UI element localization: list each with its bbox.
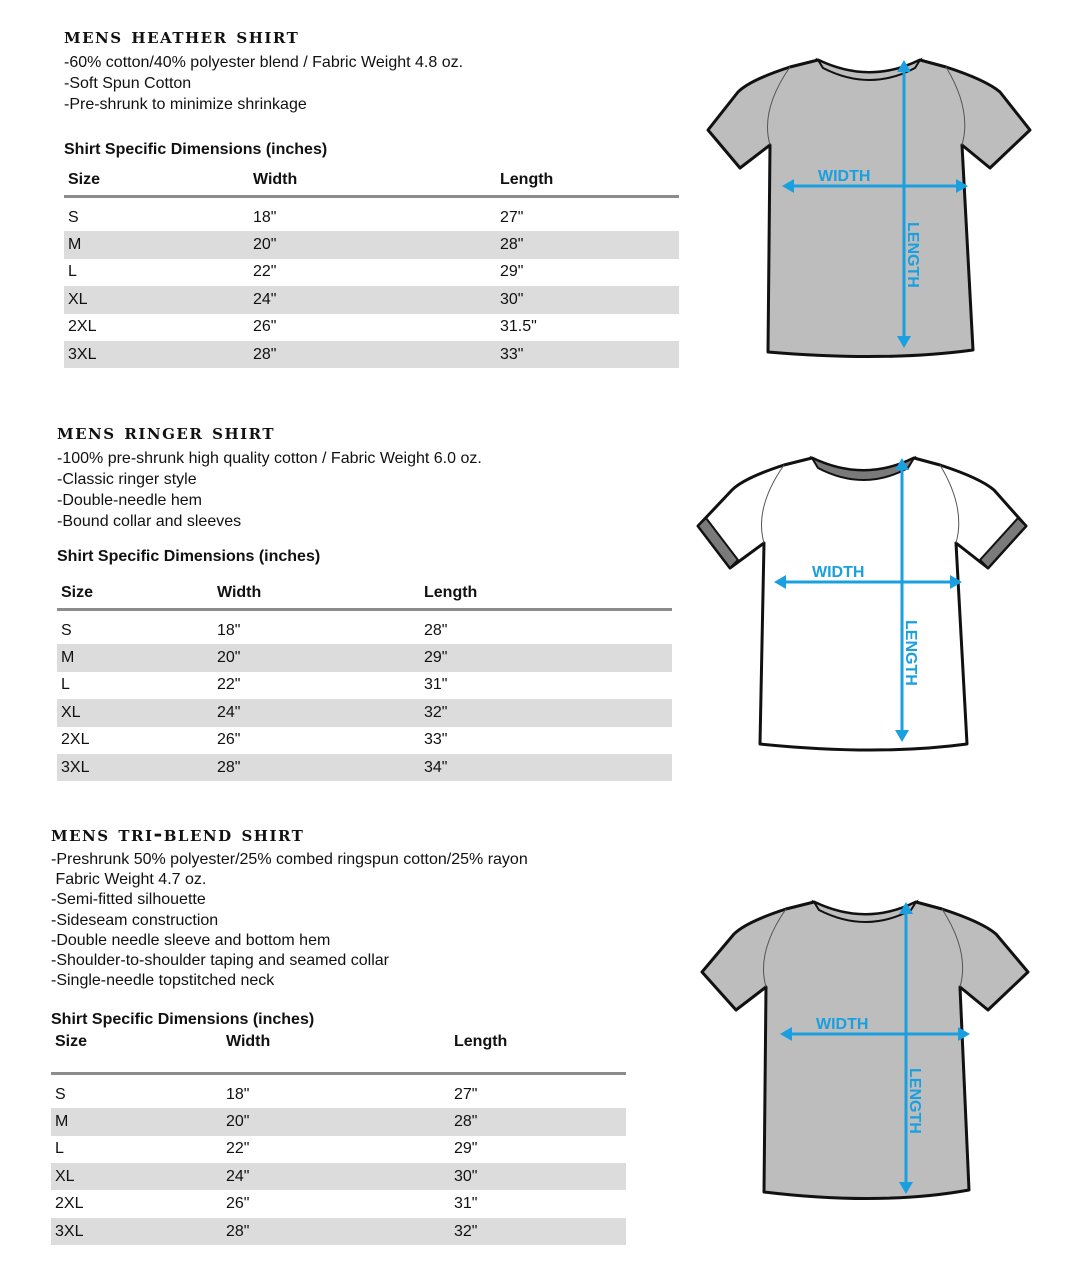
dimensions-title: Shirt Specific Dimensions (inches) [64, 141, 328, 158]
dimensions-title: Shirt Specific Dimensions (inches) [57, 548, 321, 565]
feature-list [64, 52, 684, 115]
length-label: LENGTH [902, 620, 919, 686]
section-triblend [51, 822, 671, 1245]
section-title: mens ringer shirt [57, 419, 275, 444]
table-row: XL 24" 32" [57, 699, 672, 726]
column-header-size: Size [61, 584, 94, 601]
size-table [51, 1031, 626, 1245]
table-row: S 18" 27" [68, 208, 524, 226]
feature-item: -Preshrunk 50% polyester/25% combed ringspun cotton/25% rayon [51, 851, 528, 868]
width-label: WIDTH [818, 168, 871, 185]
column-header-width: Width [226, 1033, 271, 1051]
feature-item: -Semi-fitted silhouette [51, 891, 206, 909]
feature-item: -Sideseam construction [51, 911, 219, 929]
table-row: 2XL 26" 31" [55, 1195, 478, 1213]
feature-item: -Pre-shrunk to minimize shrinkage [64, 96, 307, 113]
table-row: 3XL 28" 33" [64, 341, 679, 368]
table-header-row [64, 165, 679, 197]
column-header-length: Length [454, 1033, 508, 1051]
table-row: 3XL 28" 32" [51, 1218, 626, 1245]
ringer-shirt-diagram [694, 448, 1034, 758]
column-header-length: Length [500, 171, 554, 188]
feature-item: -100% pre-shrunk high quality cotton / Fabric Weight 6.0 oz. [57, 450, 482, 467]
table-row: XL 24" 30" [64, 286, 679, 313]
table-row: M 20" 28" [51, 1108, 626, 1135]
table-header-row [51, 1031, 626, 1073]
column-header-length: Length [424, 584, 478, 601]
size-table [57, 578, 672, 781]
feature-item: -Single-needle topstitched neck [51, 972, 275, 990]
table-row: S 18" 28" [61, 621, 448, 639]
dimensions-title: Shirt Specific Dimensions (inches) [51, 1011, 315, 1029]
feature-item: -Double-needle hem [57, 492, 202, 509]
section-ringer [57, 420, 677, 781]
length-label: LENGTH [904, 222, 921, 288]
table-row: L 22" 31" [61, 676, 448, 694]
table-row: M 20" 28" [64, 231, 679, 258]
table-row: M 20" 29" [57, 644, 672, 671]
column-header-width: Width [217, 584, 262, 601]
size-table [64, 165, 679, 368]
column-header-width: Width [253, 171, 298, 188]
feature-item: -Soft Spun Cotton [64, 75, 192, 92]
table-header-row [57, 578, 672, 610]
section-title: mens tri-blend shirt [51, 821, 305, 846]
column-header-size: Size [55, 1033, 88, 1051]
table-row: 3XL 28" 34" [57, 754, 672, 781]
table-row: L 22" 29" [68, 263, 524, 281]
feature-item: -60% cotton/40% polyester blend / Fabric Weight 4.8 oz. [64, 54, 464, 71]
table-row: 2XL 26" 31.5" [68, 318, 537, 336]
table-row: L 22" 29" [55, 1140, 478, 1158]
feature-item: -Shoulder-to-shoulder taping and seamed collar [51, 952, 389, 970]
section-title: mens heather shirt [64, 23, 300, 48]
table-row: 2XL 26" 33" [61, 731, 448, 749]
triblend-shirt-diagram [696, 892, 1036, 1204]
table-row: S 18" 27" [55, 1085, 478, 1103]
feature-list [51, 850, 671, 991]
feature-list [57, 448, 677, 532]
column-header-size: Size [68, 171, 101, 188]
table-row: XL 24" 30" [51, 1163, 626, 1190]
heather-shirt-diagram [700, 50, 1040, 360]
width-label: WIDTH [812, 564, 865, 581]
section-heather [64, 24, 684, 368]
feature-item: -Bound collar and sleeves [57, 513, 242, 530]
feature-item: -Double needle sleeve and bottom hem [51, 931, 331, 949]
feature-item: Fabric Weight 4.7 oz. [51, 871, 207, 889]
width-label: WIDTH [816, 1016, 869, 1033]
feature-item: -Classic ringer style [57, 471, 197, 488]
length-label: LENGTH [906, 1068, 923, 1134]
